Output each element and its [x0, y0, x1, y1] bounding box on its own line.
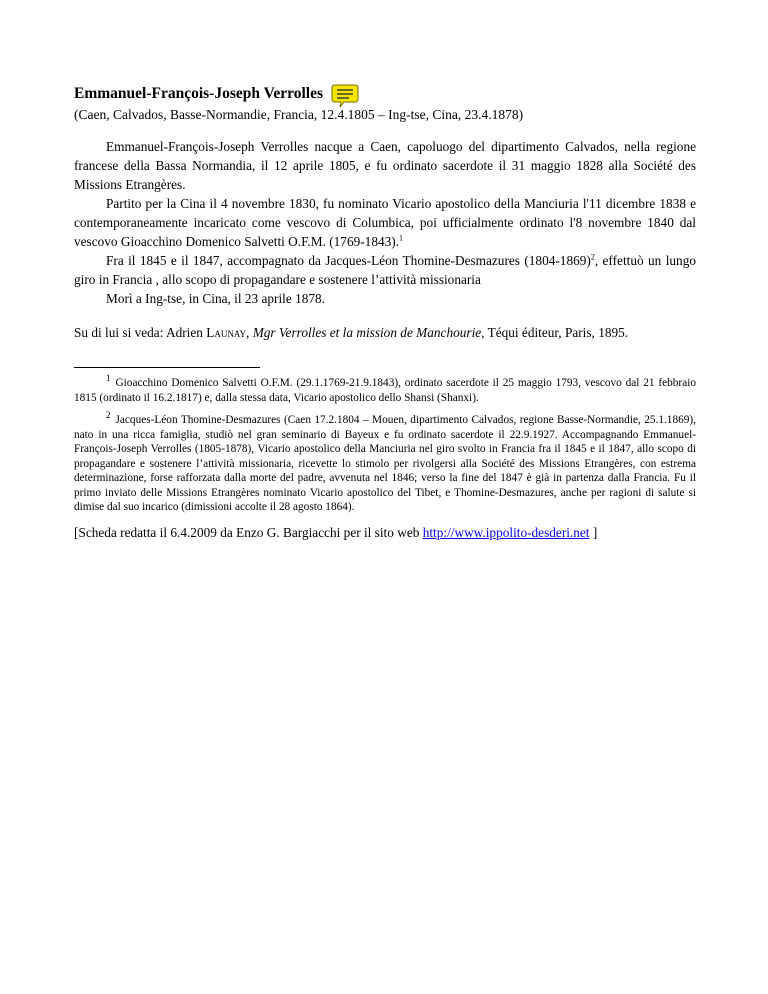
- paragraph-3-text-b: , effettuò un lungo giro in Francia , allo scopo di propagandare e sostenere l’attività missionaria: [74, 253, 696, 287]
- footnote-separator: [74, 367, 260, 368]
- credit-tail: ]: [589, 524, 598, 540]
- document-title: Emmanuel-François-Joseph Verrolles: [74, 85, 323, 102]
- credit-lead: [Scheda redatta il 6.4.2009 da Enzo G. Bargiacchi per il sito web: [74, 524, 423, 540]
- footnote-1: [74, 373, 696, 405]
- bibliography-line: [74, 323, 696, 342]
- bibliography-author: Launay: [206, 325, 247, 340]
- footnote-ref-2[interactable]: 2: [590, 252, 595, 262]
- credit-line: [74, 523, 696, 542]
- biography-body: [74, 137, 696, 308]
- footnote-1-text: Gioacchino Domenico Salvetti O.F.M. (29.1.1769-21.9.1843), ordinato sacerdote il 25 maggio 1793, vescovo dal 21 febbraio 1815 (ordinato il 16.2.1817) e, dalla stessa data, Vicario apostolico dello Shansi (Shanxi).: [74, 377, 696, 404]
- website-link[interactable]: http://www.ippolito-desderi.net: [422, 524, 590, 540]
- footnote-1-number: 1: [106, 373, 111, 384]
- bibliography-sep: ,: [246, 325, 253, 340]
- paragraph-1: Emmanuel-François-Joseph Verrolles nacque a Caen, capoluogo del dipartimento Calvados, nella regione francese della Bassa Normandia, il 12 aprile 1805, e fu ordinato sacerdote il 31 maggio 1828 alla Société des Missions Etrangères.: [74, 139, 696, 192]
- comment-note-icon[interactable]: [331, 84, 359, 108]
- footnote-2-number: 2: [106, 410, 111, 421]
- document-subtitle: (Caen, Calvados, Basse-Normandie, Francia, 12.4.1805 – Ing-tse, Cina, 23.4.1878): [74, 107, 524, 122]
- paragraph-2-text: Partito per la Cina il 4 novembre 1830, fu nominato Vicario apostolico della Manciuria l'11 dicembre 1838 e contemporaneamente incaricato come vescovo di Columbica, poi ufficialmente ordinato l'8 novembre 1840 dal vescovo Gioacchino Domenico Salvetti O.F.M. (1769-1843).: [74, 196, 696, 249]
- bibliography-rest: , Téqui éditeur, Paris, 1895.: [481, 325, 629, 340]
- paragraph-2: [74, 194, 696, 251]
- footnote-2-text: Jacques-Léon Thomine-Desmazures (Caen 17.2.1804 – Mouen, dipartimento Calvados, regione Basse-Normandie, 25.1.1869), nato in una ricca famiglia, studiò nel gran seminario di Bayeux e fu ordinato sacerdote il 22.9.1927. Accompagnando Emmanuel-François-Joseph Verrolles (1805-1878), Vicario apostolico della Manciuria nel giro svolto in Francia fra il 1845 e il 1847, allo scopo di propagandare e sostenere l’attività missionaria, ricevette lo stimolo per rivolgersi alla Société des Missions Etrangères, con estrema determinazione, forse rafforzata dalla morte del padre, avvenuta nel 1846; verso la fine del 1847 è già in partenza dalla Francia. Fu il primo inviato delle Missions Etrangères nominato Vicario apostolico del Tibet, e Thomine-Desmazures, anche per ragioni di salute si dimise dal suo incarico (dimissioni accolte il 28 agosto 1864).: [74, 414, 696, 513]
- footnote-ref-1[interactable]: 1: [399, 233, 404, 243]
- title-row: [74, 84, 696, 104]
- bibliography-lead: Su di lui si veda: Adrien: [74, 325, 207, 340]
- bibliography-book-title: Mgr Verrolles et la mission de Manchourie: [252, 325, 482, 340]
- paragraph-4: Morì a Ing-tse, in Cina, il 23 aprile 1878.: [106, 291, 325, 306]
- footnote-2: [74, 410, 696, 515]
- paragraph-3-text-a: Fra il 1845 e il 1847, accompagnato da Jacques-Léon Thomine-Desmazures (1804-1869): [106, 253, 591, 268]
- footnotes: [74, 373, 696, 515]
- paragraph-3: [74, 251, 696, 289]
- document-content: [74, 84, 696, 542]
